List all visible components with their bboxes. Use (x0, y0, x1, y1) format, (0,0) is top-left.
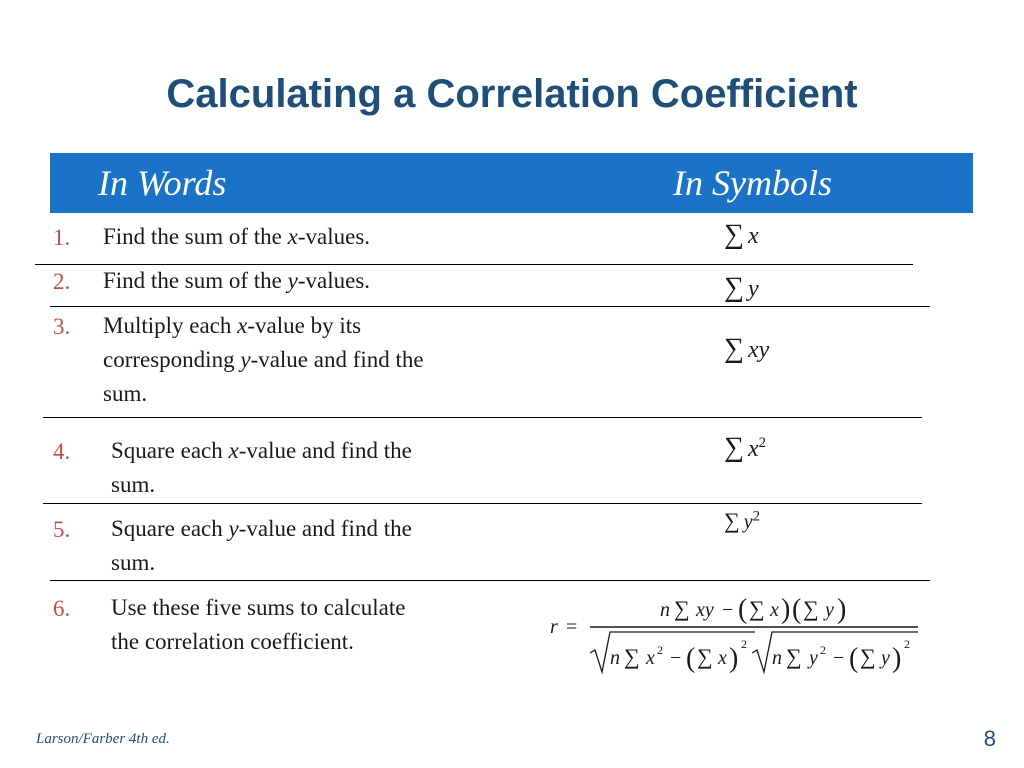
row-divider (43, 417, 922, 418)
svg-text:−: − (670, 647, 682, 669)
header-in-words: In Words (98, 163, 227, 203)
step-number: 5. (53, 517, 71, 542)
sigma-icon: ∑ (749, 596, 765, 621)
svg-text:2: 2 (657, 643, 663, 657)
sigma-icon: ∑ (724, 272, 744, 303)
step-text: Find the sum of the x-values. (103, 224, 371, 249)
svg-text:y: y (825, 599, 834, 621)
svg-text:y: y (809, 647, 818, 669)
svg-text:x: x (718, 647, 727, 669)
svg-text:): ) (729, 643, 739, 674)
sigma-icon: ∑ (803, 596, 819, 621)
svg-text:(: ( (849, 643, 859, 674)
step-symbol: ∑ y (724, 272, 759, 303)
step-symbol: ∑ $x^2$ (724, 432, 767, 463)
step-symbol: ∑ x (724, 219, 759, 250)
svg-text:(: ( (686, 643, 696, 674)
svg-text:n: n (660, 599, 670, 621)
formula-equals: = (566, 616, 578, 638)
sigma-icon: ∑ (674, 596, 690, 621)
svg-text:): ) (781, 594, 791, 625)
sigma-icon: ∑ (624, 644, 640, 669)
svg-text:(: ( (738, 594, 748, 625)
step-symbol: ∑ $y^2$ (724, 508, 761, 533)
svg-text:): ) (837, 594, 847, 625)
svg-text:x: x (770, 599, 779, 621)
step-text: Multiply each x-value by its corresponding y-value and find the sum. (103, 313, 424, 406)
step-text: Use these five sums to calculate the correlation coefficient. (111, 595, 406, 654)
formula-r: r (550, 616, 558, 638)
row-divider (43, 503, 922, 504)
sigma-icon: ∑ (697, 644, 713, 669)
svg-text:−: − (833, 647, 845, 669)
row-divider (50, 580, 930, 581)
step-symbol: ∑ xy (724, 333, 770, 364)
sigma-icon: ∑ (724, 508, 740, 533)
svg-text:2: 2 (820, 643, 826, 657)
step-text: Square each y-value and find the sum. (111, 516, 412, 575)
svg-text:n: n (610, 647, 620, 669)
svg-text:y: y (881, 647, 890, 669)
svg-text:2: 2 (904, 637, 910, 651)
step-text: Find the sum of the y-values. (103, 268, 371, 293)
sigma-icon: ∑ (724, 219, 744, 250)
svg-text:(: ( (792, 594, 802, 625)
sigma-icon: ∑ (724, 333, 744, 364)
step-number: 4. (53, 439, 71, 464)
header-in-symbols: In Symbols (673, 163, 832, 203)
row-divider (50, 306, 930, 307)
svg-text:): ) (892, 643, 902, 674)
svg-text:n: n (772, 647, 782, 669)
footer-credit: Larson/Farber 4th ed. (36, 731, 170, 747)
svg-text:x: x (646, 647, 655, 669)
step-number: 2. (53, 269, 71, 294)
page-number: 8 (983, 726, 996, 751)
correlation-formula (540, 590, 930, 680)
svg-text:xy: xy (696, 599, 714, 621)
step-text: Square each x-value and find the sum. (111, 438, 412, 497)
svg-text:2: 2 (741, 637, 747, 651)
step-number: 6. (53, 596, 71, 621)
svg-text:−: − (722, 599, 734, 621)
step-number: 3. (53, 314, 71, 339)
sigma-icon: ∑ (786, 644, 802, 669)
slide-title: Calculating a Correlation Coefficient (166, 72, 858, 116)
sigma-icon: ∑ (724, 432, 744, 463)
step-number: 1. (53, 225, 71, 250)
sigma-icon: ∑ (860, 644, 876, 669)
